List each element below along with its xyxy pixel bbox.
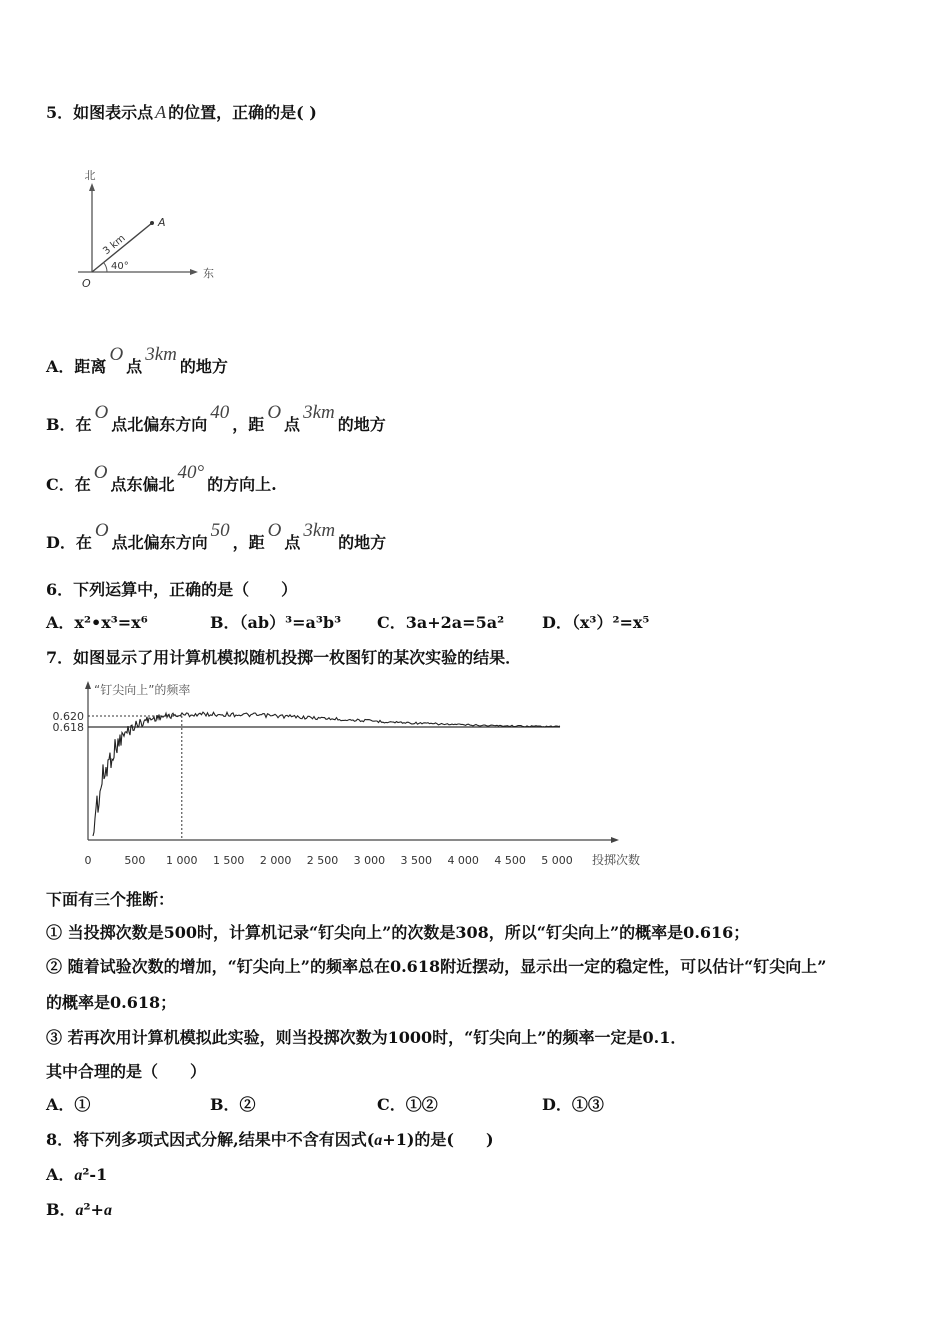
- x-tick-label: 0: [84, 854, 92, 867]
- option-text: 点: [284, 415, 301, 434]
- y-axis-arrow: [85, 681, 91, 689]
- option-expression: （ab）³=a³b³: [239, 613, 342, 632]
- q5-stem: [46, 103, 317, 122]
- x-tick-label: 3 500: [400, 854, 433, 867]
- option-value: ②: [239, 1095, 256, 1114]
- q7-question: 其中合理的是（ ）: [46, 1062, 207, 1081]
- q8-stem-after: 的是( ): [414, 1130, 494, 1149]
- math-symbol: 40°: [177, 462, 205, 483]
- math-symbol: O: [94, 402, 109, 423]
- q6-stem: 6．下列运算中，正确的是（ ）: [46, 580, 298, 599]
- q5-option-b: [46, 402, 386, 434]
- q7-intro: 下面有三个推断：: [46, 890, 175, 909]
- q8-stem: [46, 1131, 494, 1150]
- option-expression: x²•x³=x⁶: [74, 613, 148, 632]
- y-tick-label: 0.618: [52, 721, 84, 734]
- x-tick-labels: [85, 854, 573, 867]
- q6-option-a: [46, 614, 148, 632]
- q7-option-b: [210, 1096, 256, 1114]
- option-label: A．: [46, 1165, 75, 1184]
- option-label: A．: [46, 1095, 75, 1114]
- q8-variable: a: [374, 1132, 383, 1149]
- q7-option-d: [542, 1096, 604, 1114]
- y-tick-label: 0.620: [52, 710, 84, 723]
- option-label: B．: [46, 415, 76, 434]
- x-axis-arrow: [611, 837, 619, 843]
- q7-statement-2-line1: ② 随着试验次数的增加，“钉尖向上”的频率总在0.618附近摆动，显示出一定的稳定性，可以估计“钉尖向上”: [46, 957, 827, 976]
- math-symbol: O: [267, 520, 282, 541]
- q8-option-b: [46, 1201, 112, 1220]
- math-symbol: 3km: [145, 344, 177, 365]
- q5-number: 5．: [46, 103, 74, 122]
- option-text: ，距: [232, 533, 265, 552]
- option-expression: ²+: [83, 1200, 104, 1219]
- math-symbol: O: [109, 344, 124, 365]
- x-tick-label: 500: [124, 854, 146, 867]
- distance-label: 3 km: [101, 232, 128, 258]
- option-text: 点东偏北: [110, 475, 175, 494]
- option-text: 距离: [74, 357, 107, 376]
- x-tick-label: 1 500: [212, 854, 245, 867]
- q7-stem: 7．如图显示了用计算机模拟随机投掷一枚图钉的某次实验的结果．: [46, 648, 522, 667]
- x-tick-label: 3 000: [353, 854, 386, 867]
- option-text: 在: [74, 475, 91, 494]
- option-text: 的地方: [337, 415, 386, 434]
- option-expression: 3a+2a=5a²: [405, 613, 505, 632]
- math-symbol: 50: [210, 520, 230, 541]
- q5-option-a: [46, 344, 228, 376]
- option-label: A．: [46, 357, 75, 376]
- math-symbol: O: [94, 520, 109, 541]
- option-label: C．: [46, 475, 75, 494]
- option-text: ，距: [232, 415, 265, 434]
- q5-stem-after: 的位置，正确的是( ): [168, 103, 317, 122]
- q6-option-c: [377, 614, 504, 632]
- option-label: B．: [210, 613, 240, 632]
- option-variable: a: [75, 1202, 84, 1219]
- frequency-curve: [93, 712, 560, 836]
- q7-option-c: [377, 1096, 438, 1114]
- q5-stem-before: 如图表示点: [73, 103, 154, 122]
- q8-stem-before: 8．将下列多项式因式分解,结果中不含有因式: [46, 1130, 367, 1149]
- chart-xlabel: 投掷次数: [592, 853, 641, 867]
- option-text: 的方向上.: [207, 475, 277, 494]
- point-a-label: A: [158, 216, 166, 229]
- q5-stem-var: A: [155, 102, 167, 122]
- option-text: 在: [75, 415, 92, 434]
- option-value: ①③: [571, 1095, 604, 1114]
- x-tick-label: 2 000: [259, 854, 292, 867]
- option-text: 的地方: [338, 533, 387, 552]
- math-symbol: O: [267, 402, 282, 423]
- q8-paren-open: (: [366, 1130, 375, 1149]
- math-symbol: 40: [210, 402, 230, 423]
- q6-option-b: [210, 614, 341, 632]
- option-text: 点北偏东方向: [111, 415, 208, 434]
- x-tick-label: 2 500: [306, 854, 339, 867]
- option-text: 点: [126, 357, 143, 376]
- angle-label: 40°: [111, 261, 129, 272]
- option-label: D．: [46, 533, 76, 552]
- angle-arc: [104, 262, 108, 272]
- q7-statement-2-line2: 的概率是0.618；: [46, 993, 177, 1012]
- option-text: 点北偏东方向: [111, 533, 208, 552]
- option-label: A．: [46, 613, 75, 632]
- frequency-chart: [46, 678, 656, 873]
- option-value: ①②: [405, 1095, 438, 1114]
- x-tick-label: 5 000: [541, 854, 573, 867]
- math-symbol: 3km: [303, 520, 336, 541]
- point-a: [150, 221, 154, 225]
- option-label: C．: [377, 1095, 406, 1114]
- option-value: ①: [74, 1095, 91, 1114]
- option-label: B．: [46, 1200, 76, 1219]
- option-label: C．: [377, 613, 406, 632]
- option-text: 的地方: [179, 357, 228, 376]
- east-arrow: [190, 269, 198, 275]
- north-label: 北: [84, 169, 96, 182]
- option-label: B．: [210, 1095, 240, 1114]
- q6-option-d: [542, 614, 649, 632]
- chart-ylabel: “钉尖向上”的频率: [94, 683, 191, 697]
- x-tick-label: 1 000: [166, 854, 198, 867]
- origin-label: O: [82, 277, 91, 290]
- q8-option-a: [46, 1166, 107, 1185]
- north-arrow: [89, 183, 95, 191]
- option-variable: a: [74, 1167, 83, 1184]
- math-symbol: 3km: [303, 402, 335, 423]
- q5-option-d: [46, 520, 387, 552]
- option-variable: a: [103, 1202, 112, 1219]
- option-text: 点: [284, 533, 301, 552]
- q5-option-c: [46, 462, 277, 494]
- math-symbol: O: [93, 462, 108, 483]
- east-label: 东: [203, 267, 214, 280]
- x-tick-label: 4 500: [494, 854, 526, 867]
- x-tick-label: 4 000: [447, 854, 479, 867]
- q8-paren-rest: +1): [382, 1130, 415, 1149]
- option-label: D．: [542, 1095, 572, 1114]
- q7-option-a: [46, 1096, 90, 1114]
- option-expression: ²-1: [82, 1165, 108, 1184]
- q7-statement-3: ③ 若再次用计算机模拟此实验，则当投掷次数为1000时，“钉尖向上”的频率一定是0.1．: [46, 1028, 687, 1047]
- compass-figure: [70, 165, 220, 295]
- option-expression: （x³）²=x⁵: [571, 613, 650, 632]
- q7-statement-1: ① 当投掷次数是500时，计算机记录“钉尖向上”的次数是308，所以“钉尖向上”的概率是0.616；: [46, 923, 750, 942]
- option-label: D．: [542, 613, 572, 632]
- option-text: 在: [75, 533, 92, 552]
